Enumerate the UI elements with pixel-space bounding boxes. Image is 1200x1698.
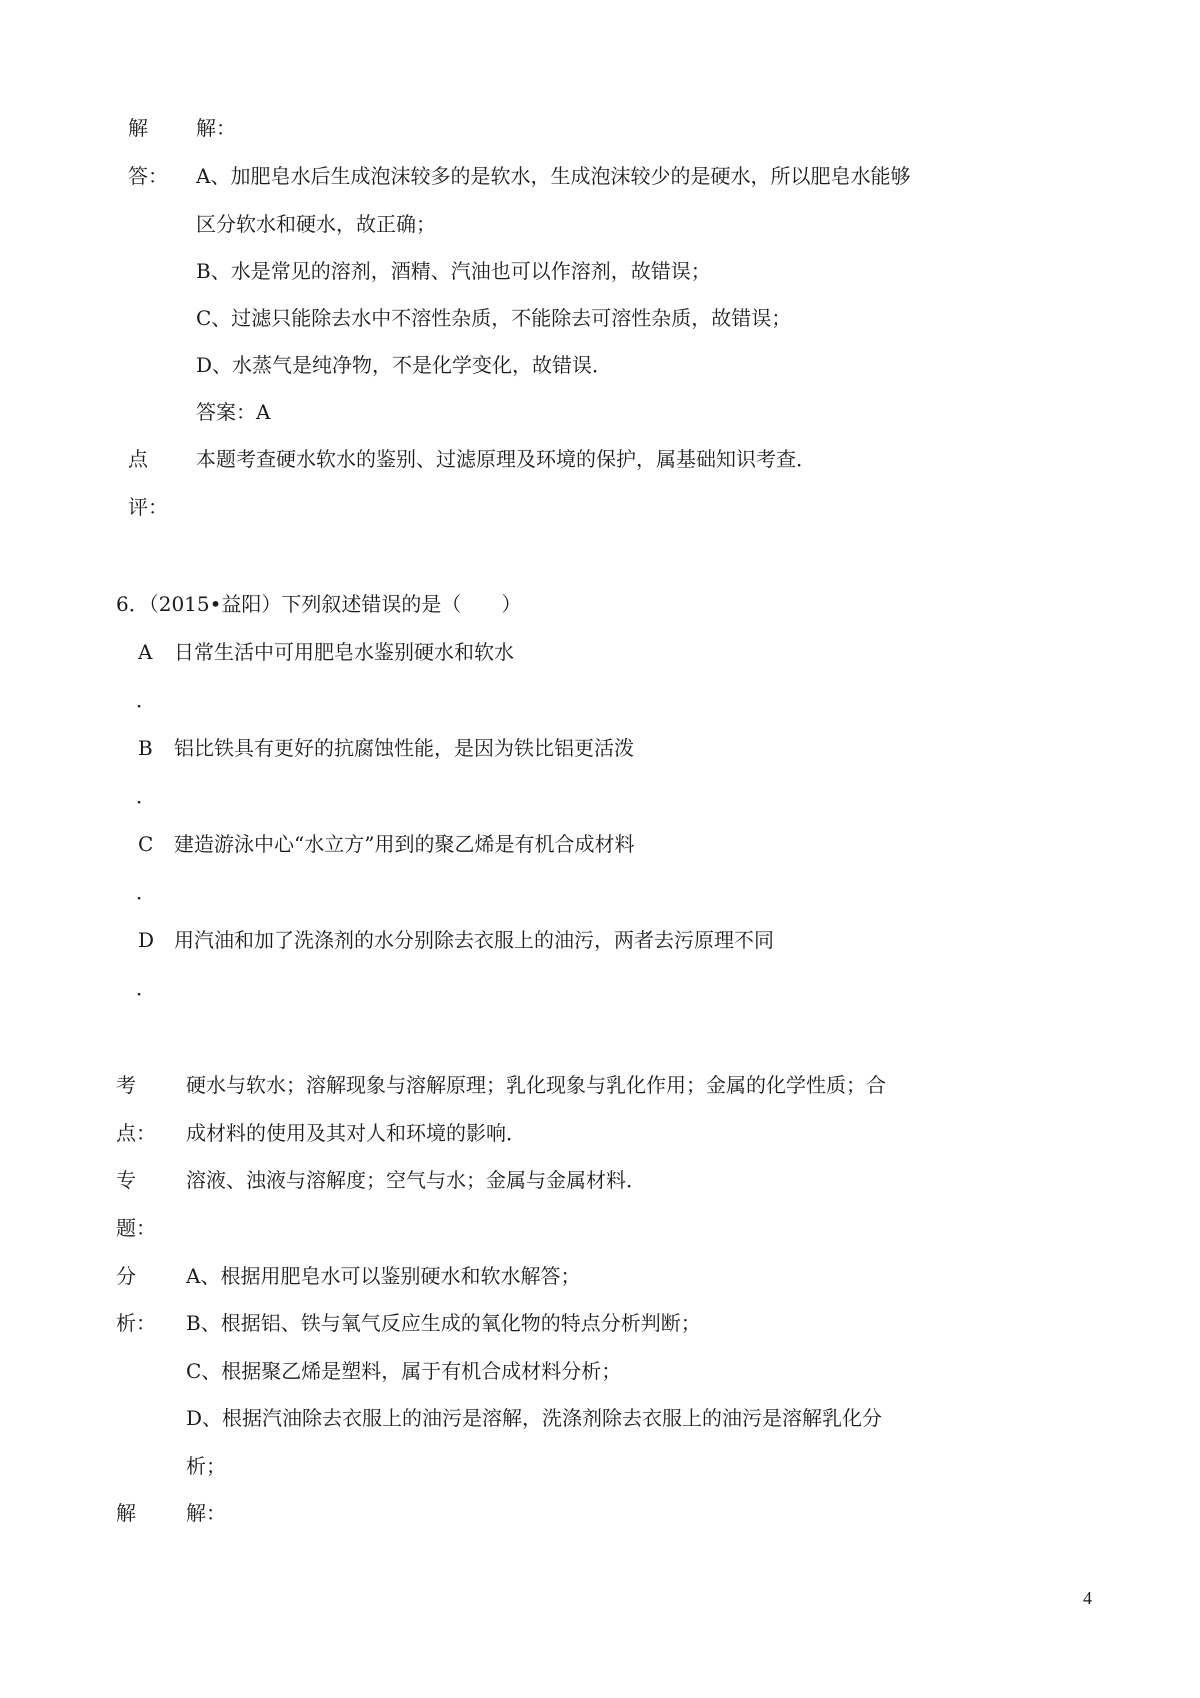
jieda-intro: 解： [186, 1501, 226, 1525]
option-c-text: 建造游泳中心“水立方”用到的聚乙烯是有机合成材料 [174, 832, 635, 856]
fenxi-line: D、根据汽油除去衣服上的油污是溶解，洗涤剂除去衣服上的油污是溶解乳化分 [186, 1406, 883, 1430]
zhuanti-label-2: 题： [116, 1216, 156, 1240]
option-c-dot: ． [136, 880, 156, 904]
answer-intro: 解： [196, 116, 236, 140]
kaodian-label-2: 点： [116, 1121, 156, 1145]
fenxi-label-1: 分 [116, 1264, 136, 1288]
kaodian-label-1: 考 [116, 1073, 136, 1097]
zhuanti-label-1: 专 [116, 1168, 136, 1192]
kaodian-line: 成材料的使用及其对人和环境的影响． [186, 1121, 526, 1145]
answer-label-2: 答： [128, 164, 168, 188]
option-a-letter: A [138, 640, 153, 664]
fenxi-label-2: 析： [116, 1311, 156, 1335]
answer-line: D、水蒸气是纯净物，不是化学变化，故错误． [196, 353, 613, 377]
fenxi-line: B、根据铝、铁与氧气反应生成的氧化物的特点分析判断； [186, 1311, 701, 1335]
option-b-dot: ． [136, 784, 156, 808]
jieda-label-1: 解 [116, 1501, 136, 1525]
answer-label-1: 解 [128, 116, 148, 140]
option-a-dot: ． [136, 688, 156, 712]
zhuanti-text: 溶液、浊液与溶解度；空气与水；金属与金属材料． [186, 1168, 646, 1192]
fenxi-line: A、根据用肥皂水可以鉴别硬水和软水解答； [186, 1264, 581, 1288]
option-a-text: 日常生活中可用肥皂水鉴别硬水和软水 [174, 640, 514, 664]
comment-label-1: 点 [128, 447, 148, 471]
page-number: 4 [1083, 1588, 1092, 1608]
option-b-text: 铝比铁具有更好的抗腐蚀性能，是因为铁比铝更活泼 [174, 736, 634, 760]
answer-line: C、过滤只能除去水中不溶性杂质，不能除去可溶性杂质，故错误； [196, 306, 792, 330]
comment-text: 本题考查硬水软水的鉴别、过滤原理及环境的保护，属基础知识考查． [196, 447, 816, 471]
answer-line: A、加肥皂水后生成泡沫较多的是软水，生成泡沫较少的是硬水，所以肥皂水能够 [196, 164, 911, 188]
option-b-letter: B [138, 736, 153, 760]
option-d-text: 用汽油和加了洗涤剂的水分别除去衣服上的油污，两者去污原理不同 [174, 928, 774, 952]
fenxi-line: 析； [186, 1454, 226, 1478]
option-c-letter: C [138, 832, 154, 856]
answer-result: 答案：A [196, 400, 271, 424]
comment-label-2: 评： [128, 495, 168, 519]
answer-line: B、水是常见的溶剂，酒精、汽油也可以作溶剂，故错误； [196, 259, 711, 283]
option-d-dot: ． [136, 976, 156, 1000]
fenxi-line: C、根据聚乙烯是塑料，属于有机合成材料分析； [186, 1359, 622, 1383]
kaodian-line: 硬水与软水；溶解现象与溶解原理；乳化现象与乳化作用；金属的化学性质；合 [186, 1073, 886, 1097]
answer-line: 区分软水和硬水，故正确； [196, 212, 436, 236]
question-stem: 6．（2015•益阳）下列叙述错误的是（ ） [116, 592, 522, 616]
option-d-letter: D [138, 928, 155, 952]
